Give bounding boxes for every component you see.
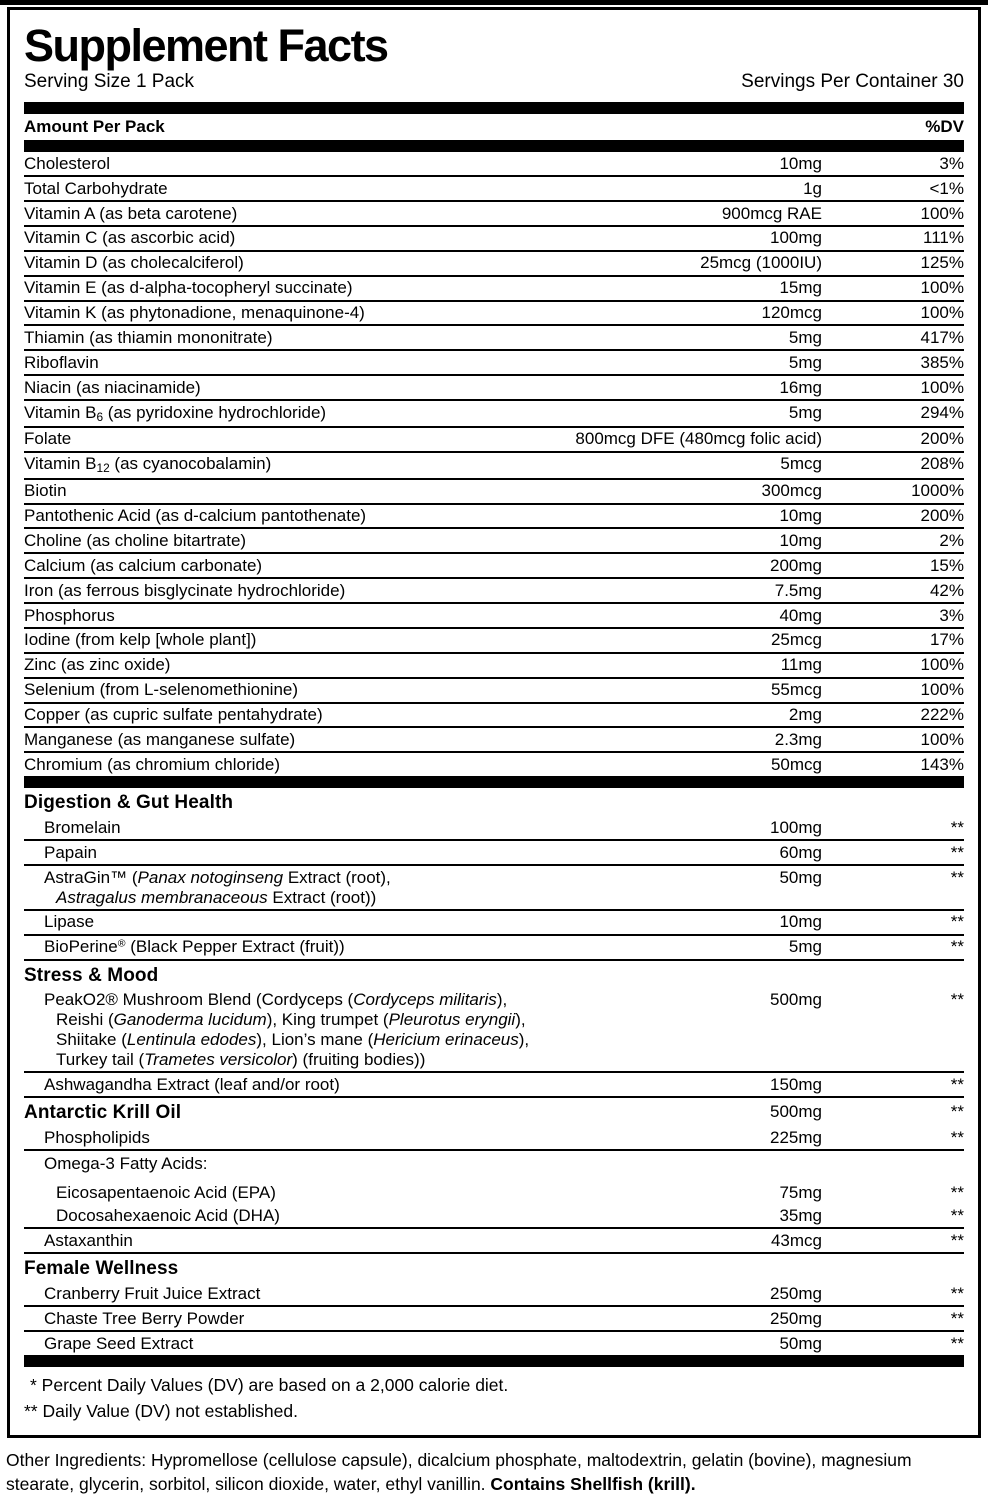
nutrient-row [24, 677, 964, 702]
serving-row [24, 71, 964, 93]
nutrient-name: Astaxanthin [44, 1230, 133, 1250]
section-items [24, 816, 964, 958]
servings-per-container: Servings Per Container 30 [741, 71, 964, 93]
nutrient-name: Copper (as cupric sulfate pentahydrate) [24, 705, 323, 725]
nutrient-row [24, 300, 964, 325]
section [24, 1252, 964, 1355]
nutrient-amount: 5mcg [780, 454, 822, 474]
section-title: Antarctic Krill Oil [24, 1102, 182, 1124]
nutrient-dv: <1% [929, 178, 964, 198]
nutrient-name: Phospholipids [44, 1127, 150, 1147]
nutrient-name: Total Carbohydrate [24, 178, 168, 198]
nutrient-dv: ** [950, 1284, 964, 1304]
nutrient-dv: 200% [920, 429, 964, 449]
nutrient-amount: 50mg [779, 867, 822, 887]
section [24, 1096, 964, 1252]
nutrient-row [24, 175, 964, 200]
nutrient-row [24, 751, 964, 776]
nutrient-name: PeakO2® Mushroom Blend (Cordyceps (Cordyceps militaris), Reishi (Ganoderma lucidum), King trumpet (Pleurotus eryngii), Shiitake (Lentinula edodes), Lion’s mane (Hericium erinaceus), Turkey tail (Trametes versicolor) (fruiting bodies)) [44, 990, 530, 1069]
nutrient-dv: ** [950, 1308, 964, 1328]
nutrient-row [24, 934, 964, 959]
nutrient-name: Phosphorus [24, 605, 115, 625]
nutrient-dv: 100% [920, 377, 964, 397]
nutrient-table [24, 152, 964, 776]
nutrient-dv: 100% [920, 303, 964, 322]
nutrient-dv: 222% [920, 705, 964, 725]
nutrient-amount: 10mg [779, 912, 822, 932]
divider-bar-header [24, 140, 964, 152]
nutrient-dv: 100% [920, 655, 964, 675]
nutrient-amount: 16mg [779, 377, 822, 397]
nutrient-amount: 7.5mg [774, 580, 822, 600]
nutrient-row [24, 275, 964, 300]
nutrient-row [24, 478, 964, 503]
nutrient-dv: ** [950, 1206, 964, 1226]
nutrient-name: Pantothenic Acid (as d-calcium pantothenate) [24, 506, 367, 526]
divider-bar-top [24, 102, 964, 114]
nutrient-amount: 5mg [788, 327, 822, 347]
nutrient-name: Thiamin (as thiamin mononitrate) [24, 327, 273, 347]
nutrient-amount: 100mg [770, 817, 822, 837]
section-heading-row [24, 1098, 964, 1126]
section-dv: ** [950, 1102, 964, 1122]
nutrient-amount: 900mcg RAE [721, 203, 822, 223]
nutrient-name: Biotin [24, 481, 67, 501]
nutrient-name: Cranberry Fruit Juice Extract [44, 1284, 261, 1304]
nutrient-row [24, 200, 964, 225]
nutrient-amount: 120mcg [761, 303, 822, 322]
section-title: Female Wellness [24, 1258, 179, 1280]
section-items [24, 1126, 964, 1252]
nutrient-name: Vitamin E (as d-alpha-tocopheryl succinate) [24, 278, 353, 298]
nutrient-row [24, 989, 964, 1072]
nutrient-name: Zinc (as zinc oxide) [24, 655, 171, 675]
nutrient-dv: ** [950, 1127, 964, 1147]
section-title: Digestion & Gut Health [24, 792, 234, 814]
section-title: Stress & Mood [24, 964, 159, 986]
nutrient-amount: 55mcg [770, 680, 822, 700]
nutrient-dv: 100% [920, 680, 964, 700]
nutrient-amount: 800mcg DFE (480mcg folic acid) [575, 429, 822, 449]
nutrient-dv: ** [950, 1183, 964, 1203]
nutrient-dv: 294% [920, 402, 964, 422]
nutrient-amount: 25mcg (1000IU) [700, 253, 822, 273]
nutrient-name: Bromelain [44, 817, 121, 837]
nutrient-name: Docosahexaenoic Acid (DHA) [56, 1206, 280, 1226]
nutrient-dv: 111% [923, 228, 964, 248]
nutrient-row [24, 552, 964, 577]
nutrient-name: Chromium (as chromium chloride) [24, 754, 281, 774]
nutrient-row [24, 426, 964, 451]
nutrient-amount: 225mg [770, 1127, 822, 1147]
nutrient-amount: 2.3mg [774, 729, 822, 749]
nutrient-amount: 500mg [770, 990, 822, 1010]
nutrient-row [24, 250, 964, 275]
divider-bar-mid [24, 776, 964, 788]
nutrient-name: Omega-3 Fatty Acids: [44, 1154, 208, 1174]
nutrient-dv: ** [950, 867, 964, 887]
footnotes [24, 1367, 964, 1427]
nutrient-name: Vitamin B12 (as cyanocobalamin) [24, 454, 272, 476]
nutrient-row [24, 864, 964, 909]
nutrient-dv: 100% [920, 729, 964, 749]
nutrient-row [24, 602, 964, 627]
nutrient-amount: 10mg [779, 506, 822, 526]
nutrient-name: Iron (as ferrous bisglycinate hydrochloride) [24, 580, 346, 600]
nutrient-row [24, 1283, 964, 1306]
sections [24, 788, 964, 1355]
nutrient-row [24, 702, 964, 727]
serving-size: Serving Size 1 Pack [24, 71, 195, 93]
nutrient-row [24, 527, 964, 552]
nutrient-dv: ** [950, 1230, 964, 1250]
nutrient-dv: 15% [929, 555, 964, 575]
nutrient-dv: 385% [920, 352, 964, 372]
nutrient-amount: 43mcg [770, 1230, 822, 1250]
nutrient-amount: 100mg [770, 228, 822, 248]
dv-header: %DV [925, 117, 964, 137]
section-heading-row [24, 961, 964, 989]
nutrient-row [24, 374, 964, 399]
nutrient-dv: 100% [920, 278, 964, 298]
nutrient-name: Vitamin K (as phytonadione, menaquinone-4) [24, 303, 365, 322]
nutrient-name: BioPerine® (Black Pepper Extract (fruit)) [44, 937, 345, 957]
nutrient-amount: 5mg [788, 402, 822, 422]
nutrient-row [24, 503, 964, 528]
nutrient-amount: 250mg [770, 1308, 822, 1328]
nutrient-dv: 3% [939, 605, 964, 625]
nutrient-name: Ashwagandha Extract (leaf and/or root) [44, 1074, 340, 1094]
nutrient-dv: 1000% [911, 481, 964, 501]
nutrient-row [24, 1205, 964, 1228]
nutrient-name: Calcium (as calcium carbonate) [24, 555, 263, 575]
section-amount: 500mg [770, 1102, 822, 1122]
section-heading-row [24, 1254, 964, 1282]
nutrient-dv: ** [950, 990, 964, 1010]
nutrient-row [24, 839, 964, 864]
nutrient-amount: 50mcg [770, 754, 822, 774]
nutrient-dv: ** [950, 937, 964, 957]
nutrient-row [24, 225, 964, 250]
nutrient-dv: 125% [920, 253, 964, 273]
nutrient-name: Lipase [44, 912, 95, 932]
nutrient-row [24, 726, 964, 751]
nutrient-amount: 5mg [788, 937, 822, 957]
allergen-statement: Contains Shellfish (krill). [490, 1474, 696, 1495]
nutrient-row [24, 324, 964, 349]
nutrient-row [24, 1182, 964, 1205]
footnote-dv-basis: * Percent Daily Values (DV) are based on a 2,000 calorie diet. [30, 1375, 509, 1396]
nutrient-row [24, 1227, 964, 1252]
nutrient-row [24, 1305, 964, 1330]
panel-title: Supplement Facts [24, 20, 388, 71]
nutrient-row [24, 652, 964, 677]
nutrient-amount: 60mg [779, 842, 822, 862]
top-bar [0, 0, 988, 5]
nutrient-amount: 200mg [770, 555, 822, 575]
nutrient-amount: 15mg [779, 278, 822, 298]
nutrient-name: Grape Seed Extract [44, 1333, 194, 1353]
nutrient-dv: ** [950, 1333, 964, 1353]
nutrient-amount: 10mg [779, 153, 822, 173]
nutrient-amount: 25mcg [770, 630, 822, 650]
nutrient-row [24, 627, 964, 652]
nutrient-name: Papain [44, 842, 97, 862]
nutrient-amount: 75mg [779, 1183, 822, 1203]
nutrient-dv: ** [950, 817, 964, 837]
nutrient-name: Riboflavin [24, 352, 99, 372]
nutrient-row [24, 349, 964, 374]
nutrient-dv: ** [950, 1074, 964, 1094]
nutrient-name: Eicosapentaenoic Acid (EPA) [56, 1183, 276, 1203]
nutrient-row [24, 1149, 964, 1175]
nutrient-dv: 17% [929, 630, 964, 650]
nutrient-name: AstraGin™ (Panax notoginseng Extract (root), Astragalus membranaceous Extract (root)) [44, 867, 391, 907]
nutrient-amount: 35mg [779, 1206, 822, 1226]
nutrient-dv: 143% [920, 754, 964, 774]
nutrient-amount: 10mg [779, 530, 822, 550]
nutrient-name: Vitamin A (as beta carotene) [24, 203, 238, 223]
nutrient-amount: 150mg [770, 1074, 822, 1094]
section-items [24, 1283, 964, 1356]
nutrient-dv: 200% [920, 506, 964, 526]
nutrient-row [24, 451, 964, 478]
nutrient-amount: 50mg [779, 1333, 822, 1353]
nutrient-row [24, 399, 964, 426]
nutrient-name: Cholesterol [24, 153, 110, 173]
nutrient-name: Chaste Tree Berry Powder [44, 1308, 245, 1328]
nutrient-amount: 1g [803, 178, 822, 198]
nutrient-amount: 5mg [788, 352, 822, 372]
nutrient-amount: 2mg [788, 705, 822, 725]
section [24, 959, 964, 1097]
nutrient-dv: ** [950, 842, 964, 862]
nutrient-name: Choline (as choline bitartrate) [24, 530, 247, 550]
amount-header: Amount Per Pack [24, 117, 165, 137]
nutrient-row [24, 577, 964, 602]
nutrient-amount: 11mg [780, 655, 822, 675]
nutrient-amount: 40mg [779, 605, 822, 625]
nutrient-dv: 42% [929, 580, 964, 600]
supplement-facts-panel [7, 7, 981, 1438]
nutrient-name: Niacin (as niacinamide) [24, 377, 201, 397]
nutrient-dv: 208% [920, 454, 964, 474]
nutrient-dv: 417% [920, 327, 964, 347]
footnote-not-established: ** Daily Value (DV) not established. [24, 1401, 298, 1422]
column-header-row [24, 114, 964, 140]
nutrient-amount: 250mg [770, 1284, 822, 1304]
nutrient-dv: 100% [920, 203, 964, 223]
other-ingredients [6, 1448, 982, 1497]
section-items [24, 989, 964, 1096]
nutrient-row [24, 816, 964, 839]
nutrient-name: Iodine (from kelp [whole plant]) [24, 630, 257, 650]
section-heading-row [24, 788, 964, 816]
divider-bar-bottom [24, 1355, 964, 1367]
nutrient-name: Manganese (as manganese sulfate) [24, 729, 296, 749]
nutrient-row [24, 909, 964, 934]
nutrient-amount: 300mcg [761, 481, 822, 501]
nutrient-row [24, 1126, 964, 1149]
nutrient-dv: 3% [939, 153, 964, 173]
nutrient-name: Folate [24, 429, 72, 449]
nutrient-name: Vitamin D (as cholecalciferol) [24, 253, 244, 273]
nutrient-row [24, 152, 964, 175]
nutrient-name: Vitamin B6 (as pyridoxine hydrochloride) [24, 402, 327, 424]
section [24, 788, 964, 958]
nutrient-name: Selenium (from L-selenomethionine) [24, 680, 299, 700]
nutrient-dv: 2% [939, 530, 964, 550]
nutrient-row [24, 1330, 964, 1355]
other-ingredients-text: Other Ingredients: Hypromellose (cellulose capsule), dicalcium phosphate, maltodextrin, gelatin (bovine), magnesium stearate, glycerin, sorbitol, silicon dioxide, water, ethyl vanillin. [6, 1449, 912, 1495]
nutrient-row [24, 1071, 964, 1096]
nutrient-name: Vitamin C (as ascorbic acid) [24, 228, 236, 248]
nutrient-dv: ** [950, 912, 964, 932]
